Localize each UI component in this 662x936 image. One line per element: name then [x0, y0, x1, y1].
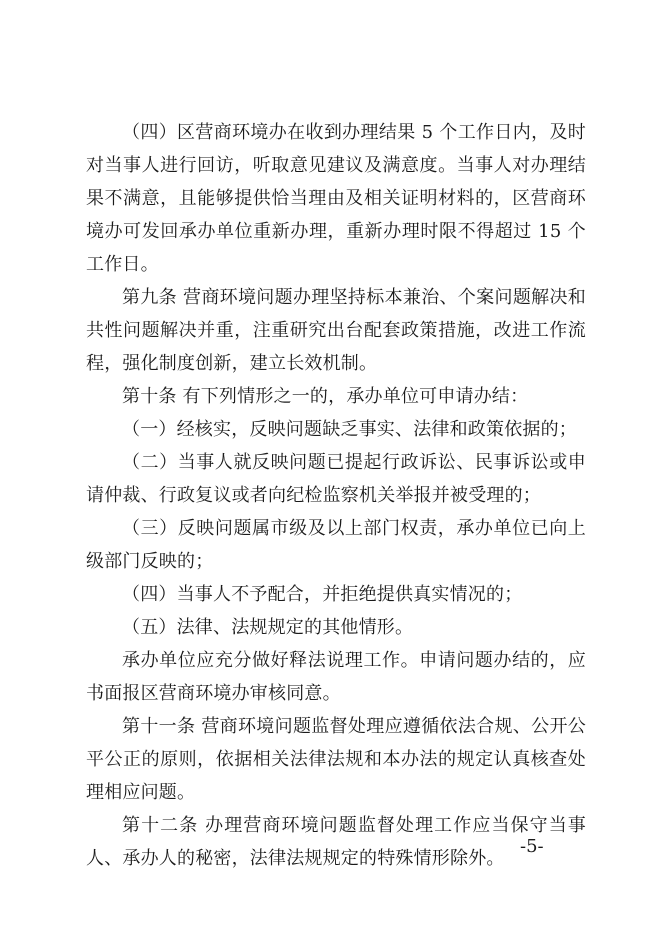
paragraph-article-11: 第十一条 营商环境问题监督处理应遵循依法合规、公开公平公正的原则，依据相关法律法规和本办法的规定认真核查处理相应问题。 [86, 716, 586, 803]
paragraph-item-5: （五）法律、法规规定的其他情形。 [122, 617, 414, 638]
paragraph-article-9: 第九条 营商环境问题办理坚持标本兼治、个案问题解决和共性问题解决并重，注重研究出台配套政策措施，改进工作流程，强化制度创新，建立长效机制。 [86, 287, 586, 374]
paragraph-item-3: （三）反映问题属市级及以上部门权责，承办单位已向上级部门反映的； [86, 518, 586, 572]
page-number: -5- [520, 836, 544, 857]
paragraph-item-4: （四）当事人不予配合，并拒绝提供真实情况的； [122, 584, 523, 605]
document-body [86, 116, 586, 875]
paragraph-article-12: 第十二条 办理营商环境问题监督处理工作应当保守当事人、承办人的秘密，法律法规规定的特殊情形除外。 [86, 815, 586, 869]
paragraph-item-2: （二）当事人就反映问题已提起行政诉讼、民事诉讼或申请仲裁、行政复议或者向纪检监察机关举报并被受理的； [86, 452, 586, 506]
paragraph-item-1: （一）经核实，反映问题缺乏事实、法律和政策依据的； [122, 419, 577, 440]
paragraph-article-10: 第十条 有下列情形之一的，承办单位可申请办结： [122, 386, 529, 407]
paragraph-explanation: 承办单位应充分做好释法说理工作。申请问题办结的，应书面报区营商环境办审核同意。 [86, 650, 586, 704]
paragraph-revisit: （四）区营商环境办在收到办理结果 5 个工作日内，及时对当事人进行回访，听取意见建议及满意度。当事人对办理结果不满意，且能够提供恰当理由及相关证明材料的，区营商环境办可发回承办单位重新办理，重新办理时限不得超过 15 个工作日。 [86, 122, 586, 275]
